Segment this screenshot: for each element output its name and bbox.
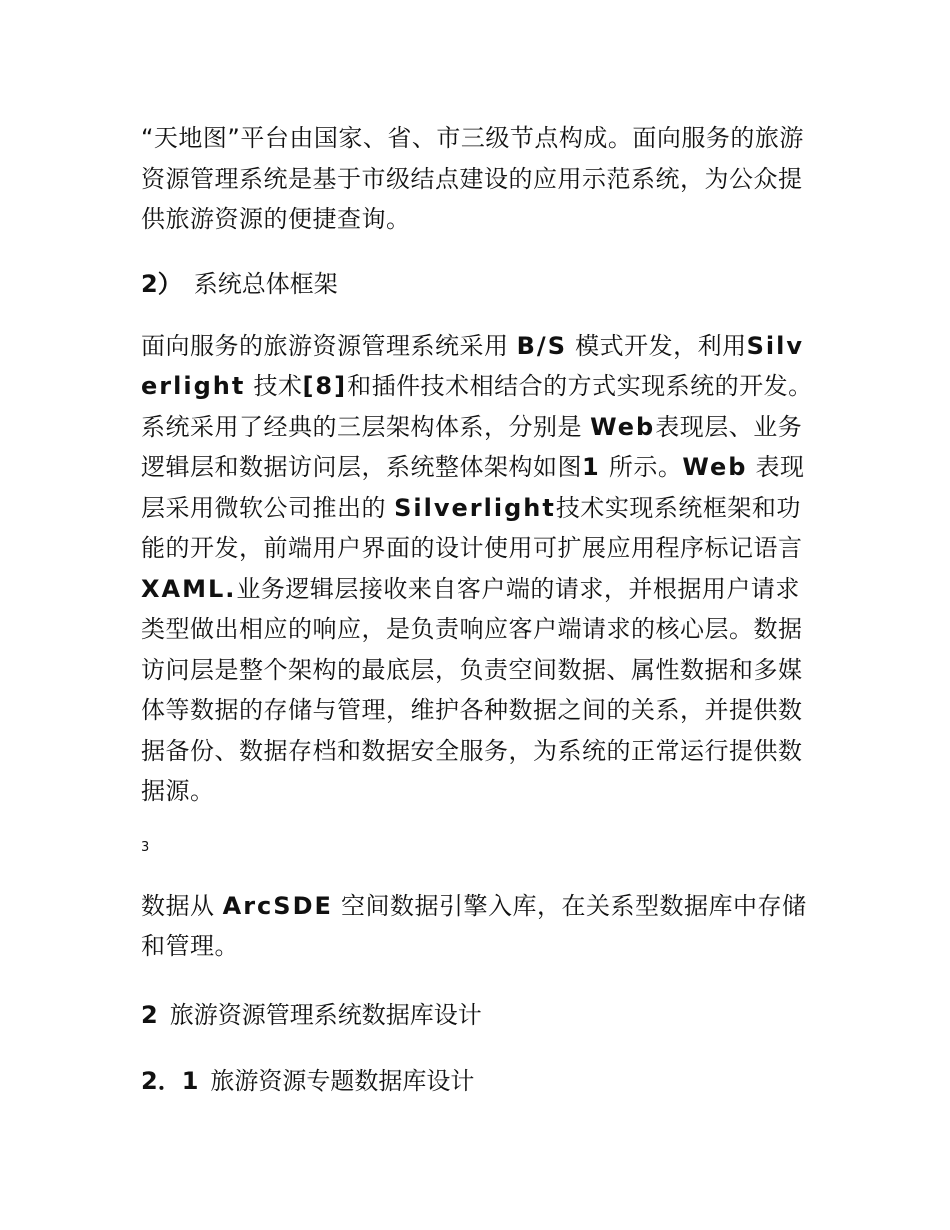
figure-ref: 1 xyxy=(582,453,601,481)
bold-run: Silverlight xyxy=(394,493,556,522)
paragraph-intro: “天地图”平台由国家、省、市三级节点构成。面向服务的旅游资源管理系统是基于市级结点建设的应用示范系统，为公众提供旅游资源的便捷查询。 xyxy=(141,124,804,233)
text-run: 表现层采用微软公司推出的 xyxy=(141,453,805,522)
text-run: 面向服务的旅游资源管理系统采用 xyxy=(141,331,517,360)
section-number: 2） xyxy=(141,269,182,298)
paragraph-framework xyxy=(141,326,813,812)
bold-run: XAML. xyxy=(141,574,237,603)
bold-run: Silverlight xyxy=(141,331,805,400)
section-title: 系统总体框架 xyxy=(193,269,338,298)
section-heading-database xyxy=(141,999,813,1031)
bold-run: B/S xyxy=(516,331,567,360)
figure-placeholder-mark: 3 xyxy=(141,839,150,855)
paragraph-arcsde xyxy=(141,886,813,967)
bold-run: Web xyxy=(682,453,748,481)
text-run: 技术实现系统框架和功能的开发，前端用户界面的设计使用可扩展应用程序标记语言 xyxy=(141,493,803,562)
text-run: 技术 xyxy=(245,372,303,400)
subsection-number: 2．1 xyxy=(141,1066,199,1095)
section-title: 旅游资源管理系统数据库设计 xyxy=(169,1000,482,1029)
text-run: 所示。 xyxy=(600,453,683,481)
text-run: 表现层、业务逻辑层和数据访问层，系统整体架构如图 xyxy=(141,412,803,481)
bold-run: Web xyxy=(590,412,656,441)
text-run: 空间数据引擎入库，在关系型数据库中存储和管理。 xyxy=(141,891,807,960)
subsection-title: 旅游资源专题数据库设计 xyxy=(210,1066,475,1095)
text-run: 模式开发，利用 xyxy=(566,331,747,360)
section-number: 2 xyxy=(141,1000,158,1029)
text-run: 数据从 xyxy=(141,891,223,920)
citation-ref: [8] xyxy=(302,372,348,400)
text-run: 和插件技术相结合的方式实现系统的开发。系统采用了经典的三层架构体系，分别是 xyxy=(141,372,813,441)
bold-run: ArcSDE xyxy=(222,891,333,920)
subsection-heading-thematic-db xyxy=(141,1065,813,1097)
section-heading-framework xyxy=(141,268,813,300)
document-body xyxy=(141,118,813,1097)
text-run: 业务逻辑层接收来自客户端的请求，并根据用户请求类型做出相应的响应，是负责响应客户端请求的核心层。数据访问层是整个架构的最底层，负责空间数据、属性数据和多媒体等数据的存储与管理，维护各种数据之间的关系，并提供数据备份、数据存档和数据安全服务，为系统的正常运行提供数据源。 xyxy=(141,574,803,805)
